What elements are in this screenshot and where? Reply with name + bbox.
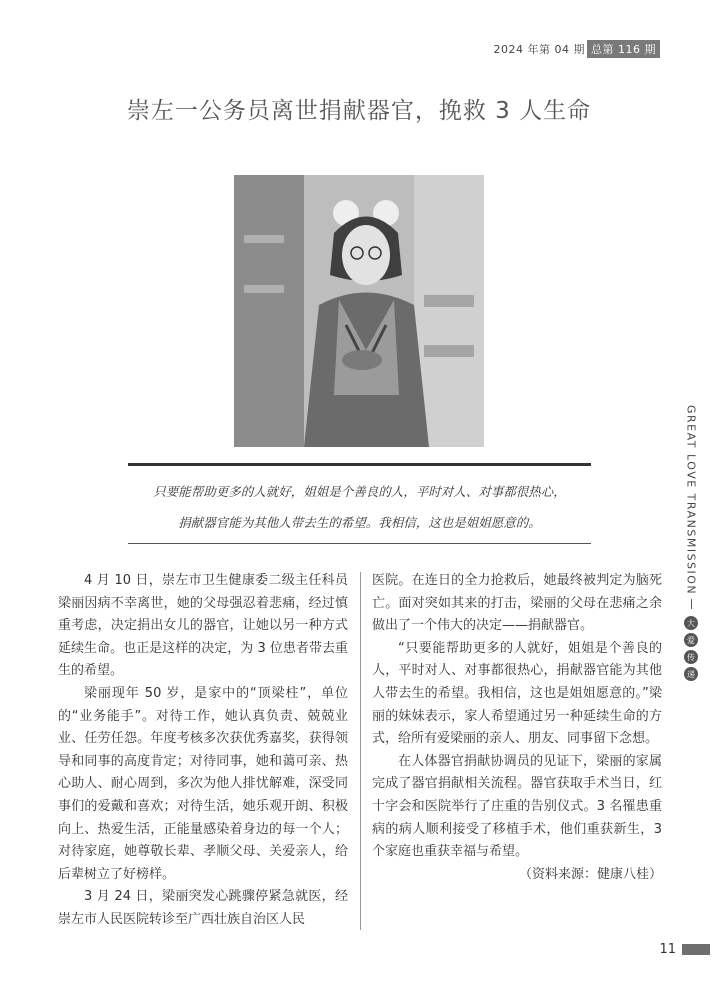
left-column (58, 570, 348, 932)
paragraph: 在人体器官捐献协调员的见证下，梁丽的家属完成了器官捐献相关流程。器官获取手术当日，红十字会和医院举行了庄重的告别仪式。3 名罹患重病的病人顺利接受了移植手术，他们重获新生，3 个家庭也重获幸福与希望。 (372, 753, 662, 860)
paragraph: 4 月 10 日，崇左市卫生健康委二级主任科员梁丽因病不幸离世，她的父母强忍着悲痛，经过慎重考虑，决定捐出女儿的器官，让她以另一种方式延续生命。也正是这样的决定，为 3 位患者带去重生的希望。 (58, 573, 348, 679)
portrait-illustration (234, 175, 484, 447)
source-citation: （资料来源：健康八桂） (518, 866, 662, 882)
quote-line-2: 捐献器官能为其他人带去生的希望。我相信，这也是姐姐愿意的。 (178, 515, 541, 530)
paragraph: 梁丽现年 50 岁，是家中的“顶梁柱”，单位的“业务能手”。对待工作，她认真负责、兢兢业业、任劳任怨。年度考核多次获优秀嘉奖，获得领导和同事的高度肯定；对待同事，她和蔼可亲、热心助人、耐心周到，多次为他人排忧解难，深受同事们的爱戴和喜欢；对待生活，她乐观开朗、积极向上、热爱生活，正能量感染着身边的每一个人；对待家庭，她尊敬长辈、孝顺父母、关爱亲人，给后辈树立了好榜样。 (58, 685, 348, 882)
article-title: 崇左一公务员离世捐献器官，挽救 3 人生命 (126, 98, 592, 124)
section-english-label: GREAT LOVE TRANSMISSION (684, 405, 698, 596)
quote-line-1: 只要能帮助更多的人就好，姐姐是个善良的人，平时对人、对事都很热心， (153, 484, 566, 499)
quote-top-rule (128, 463, 591, 466)
page-number-bar (682, 944, 710, 955)
portrait-photo (234, 175, 484, 447)
paragraph: 3 月 24 日，梁丽突发心跳骤停紧急就医，经崇左市人民医院转诊至广西壮族自治区人民 (58, 889, 348, 927)
issue-info (494, 40, 660, 58)
section-char-badge: 大 (684, 616, 698, 630)
quote-bottom-rule (128, 543, 591, 544)
pull-quote (128, 476, 591, 538)
section-label-separator (691, 599, 692, 609)
column-divider (360, 572, 361, 930)
section-char-badge: 爱 (684, 633, 698, 647)
page-number (659, 942, 710, 957)
section-label (682, 405, 700, 681)
paragraph: 医院。在连日的全力抢救后，她最终被判定为脑死亡。面对突如其来的打击，梁丽的父母在悲痛之余做出了一个伟大的决定——捐献器官。 (372, 573, 662, 634)
issue-number: 2024 年第 04 期 (493, 43, 585, 56)
page-number-text: 11 (659, 942, 676, 957)
section-char-badge: 传 (684, 650, 698, 664)
paragraph: “只要能帮助更多的人就好，姐姐是个善良的人，平时对人、对事都很热心，捐献器官能为其他人带去生的希望。我相信，这也是姐姐愿意的。”梁丽的妹妹表示，家人希望通过另一种延续生命的方式，给所有爱梁丽的亲人、朋友、同事留下念想。 (372, 640, 662, 747)
total-issue-badge: 总第 116 期 (587, 40, 660, 58)
right-column (372, 570, 662, 886)
section-char-badge: 递 (684, 667, 698, 681)
